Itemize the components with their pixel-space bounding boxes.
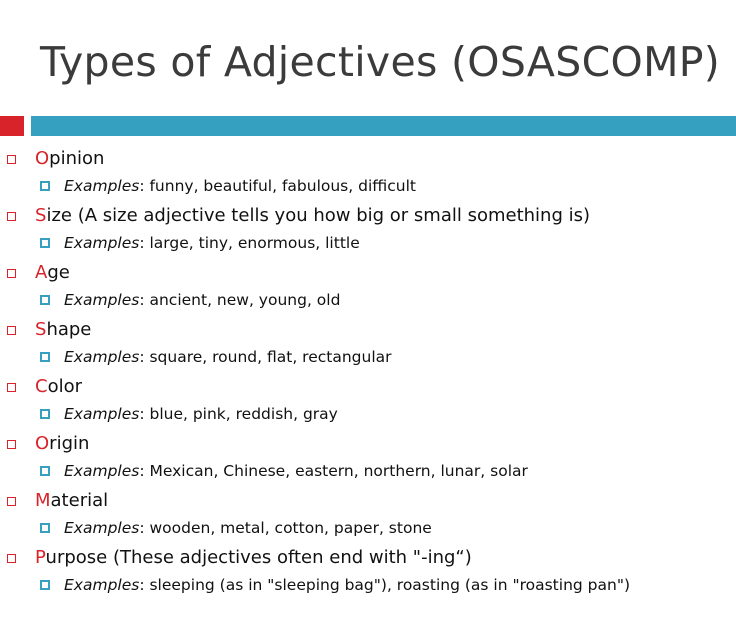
list-item-size [0, 203, 736, 260]
square-sub-bullet-icon [40, 238, 50, 248]
list-item-shape [0, 317, 736, 374]
examples-text: : blue, pink, reddish, gray [139, 405, 338, 423]
category-initial: O [35, 148, 50, 169]
title-rule-red-block [0, 116, 24, 136]
category-initial: O [35, 433, 50, 454]
examples-text: : wooden, metal, cotton, paper, stone [139, 519, 432, 537]
examples-label: Examples [64, 177, 140, 195]
examples-line [64, 402, 338, 426]
square-bullet-icon [7, 326, 16, 335]
category-initial: C [35, 376, 48, 397]
adjective-list [0, 146, 736, 602]
category-name-rest: rigin [49, 433, 90, 454]
category-heading [35, 545, 472, 571]
examples-label: Examples [64, 348, 140, 366]
square-sub-bullet-icon [40, 580, 50, 590]
category-note: (A size adjective tells you how big or small something is) [71, 205, 590, 226]
list-item-origin [0, 431, 736, 488]
examples-label: Examples [64, 405, 140, 423]
category-heading [35, 488, 108, 514]
examples-label: Examples [64, 576, 140, 594]
examples-line [64, 288, 340, 312]
examples-line [64, 573, 630, 597]
examples-text: : sleeping (as in "sleeping bag"), roasting (as in "roasting pan") [139, 576, 630, 594]
square-sub-bullet-icon [40, 352, 50, 362]
square-bullet-icon [7, 554, 16, 563]
category-heading [35, 431, 89, 457]
category-initial: P [35, 547, 46, 568]
examples-label: Examples [64, 291, 140, 309]
category-note: (These adjectives often end with "-ing“) [107, 547, 472, 568]
square-sub-bullet-icon [40, 409, 50, 419]
examples-text: : funny, beautiful, fabulous, difficult [139, 177, 416, 195]
category-name-rest: olor [47, 376, 83, 397]
examples-line [64, 174, 416, 198]
square-bullet-icon [7, 383, 16, 392]
square-bullet-icon [7, 440, 16, 449]
category-heading [35, 374, 82, 400]
list-item-material [0, 488, 736, 545]
examples-label: Examples [64, 519, 140, 537]
square-sub-bullet-icon [40, 295, 50, 305]
title-rule-blue-bar [31, 116, 736, 136]
examples-text: : square, round, flat, rectangular [139, 348, 392, 366]
category-heading [35, 317, 91, 343]
square-sub-bullet-icon [40, 466, 50, 476]
list-item-age [0, 260, 736, 317]
examples-line [64, 345, 392, 369]
examples-label: Examples [64, 234, 140, 252]
category-heading [35, 146, 104, 172]
category-initial: S [35, 205, 47, 226]
examples-line [64, 516, 432, 540]
category-initial: S [35, 319, 47, 340]
square-sub-bullet-icon [40, 181, 50, 191]
category-initial: A [35, 262, 48, 283]
category-name-rest: aterial [50, 490, 109, 511]
examples-line [64, 231, 360, 255]
list-item-purpose [0, 545, 736, 602]
square-bullet-icon [7, 497, 16, 506]
category-name-rest: hape [46, 319, 92, 340]
examples-text: : large, tiny, enormous, little [139, 234, 360, 252]
list-item-color [0, 374, 736, 431]
examples-line [64, 459, 528, 483]
category-name-rest: urpose [45, 547, 108, 568]
examples-text: : Mexican, Chinese, eastern, northern, lunar, solar [139, 462, 528, 480]
square-sub-bullet-icon [40, 523, 50, 533]
square-bullet-icon [7, 212, 16, 221]
examples-text: : ancient, new, young, old [139, 291, 341, 309]
examples-label: Examples [64, 462, 140, 480]
square-bullet-icon [7, 269, 16, 278]
square-bullet-icon [7, 155, 16, 164]
category-heading [35, 203, 590, 229]
category-name-rest: pinion [49, 148, 105, 169]
list-item-opinion [0, 146, 736, 203]
category-initial: M [35, 490, 51, 511]
category-name-rest: ge [47, 262, 70, 283]
slide-title: Types of Adjectives (OSASCOMP) [40, 38, 721, 86]
category-name-rest: ize [46, 205, 72, 226]
category-heading [35, 260, 70, 286]
